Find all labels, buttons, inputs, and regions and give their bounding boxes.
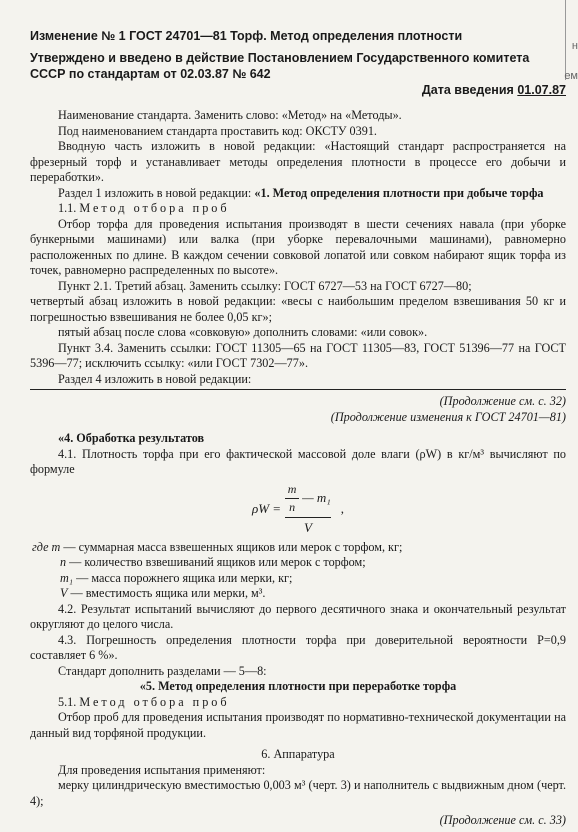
symbol-legend [30, 540, 566, 602]
formula-numerator [285, 482, 331, 515]
paragraph-14: 4.3. Погрешность определения плотности торфа при доверительной вероятности P=0,9 составляет 6 %». [30, 632, 566, 662]
legend-text: — вместимость ящика или мерки, м³. [70, 586, 266, 600]
formula-lhs: ρW = [251, 500, 282, 516]
edge-fragment-1: н [571, 40, 578, 52]
paragraph-1: Наименование стандарта. Заменить слово: «Метод» на «Методы». [58, 108, 402, 122]
section-4-heading: «4. Обработка результатов [58, 431, 205, 445]
paragraph-18: Для проведения испытания применяют: [58, 762, 266, 777]
density-formula [30, 478, 566, 540]
paragraph-6: Отбор торфа для проведения испытания производят в шести сечениях навала (при уборке бункерными машинами) или валка (при уборке перевалочными машинами), равномерно расположенных по длине. В каждом сечении совковой лопатой или совком набирают ящик торфа из точек, равномерно распределенных по высоте». [30, 216, 566, 277]
formula-v: V [303, 519, 312, 535]
paragraph-11: Раздел 4 изложить в новой редакции: [58, 371, 252, 386]
section-5-heading: «5. Метод определения плотности при переработке торфа [139, 679, 457, 693]
subsection-5-1-num: 5.1. [58, 694, 77, 709]
document-page [30, 28, 566, 829]
effective-date [30, 82, 566, 98]
formula-main-bar [285, 517, 331, 518]
legend-text: — масса порожнего ящика или мерки, кг; [76, 570, 293, 585]
paragraph-4 [30, 186, 566, 202]
legend-symbol: V [60, 586, 68, 600]
paragraph-3: Вводную часть изложить в новой редакции: «Настоящий стандарт распространяется на фрезерный торф и устанавливает методы определения плотности в процессе его добычи и переработки». [30, 139, 566, 184]
legend-item [30, 586, 566, 602]
divider [30, 389, 566, 390]
continuation-note-3: (Продолжение см. с. 33) [439, 813, 566, 827]
formula-fraction [285, 482, 331, 536]
subsection-5-1 [30, 695, 566, 711]
section-6-heading: 6. Аппаратура [261, 747, 335, 761]
formula-n: n [289, 499, 296, 514]
continuation-note-2: (Продолжение изменения к ГОСТ 24701—81) [330, 409, 566, 424]
legend-item [30, 540, 566, 556]
subsection-1-1-title: Метод отбора проб [79, 201, 230, 215]
formula-inner-bar [285, 498, 299, 499]
edge-fragment-2: ем [564, 70, 578, 82]
paragraph-19: мерку цилиндрическую вместимостью 0,003 м³ (черт. 3) и наполнитель с выдвижным дном (черт. 4); [30, 778, 566, 808]
formula-m: m [287, 481, 297, 496]
paragraph-8: четвертый абзац изложить в новой редакции: «весы с наибольшим пределом взвешивания 50 кг и погрешностью взвешивания не более 0,05 кг»; [30, 294, 566, 324]
legend-symbol: n [60, 555, 67, 569]
subsection-1-1-num: 1.1. [58, 201, 77, 215]
paragraph-2: Под наименованием стандарта проставить код: ОКСТУ 0391. [58, 123, 377, 138]
paragraph-9: пятый абзац после слова «совковую» дополнить словами: «или совок». [58, 325, 428, 339]
legend-item [30, 571, 566, 587]
paragraph-15: Стандарт дополнить разделами — 5—8: [58, 663, 267, 678]
paragraph-4-lead: Раздел 1 изложить в новой редакции: [58, 185, 252, 200]
legend-text: — количество взвешиваний ящиков или мерок с торфом; [69, 555, 366, 569]
approval-line: Утверждено и введено в действие Постановлением Государственного комитета СССР по стандартам от 02.03.87 № 642 [30, 51, 530, 81]
subsection-5-1-title: Метод отбора проб [79, 694, 230, 709]
legend-text: — суммарная масса взвешенных ящиков или мерок с торфом, кг; [63, 539, 403, 554]
paragraph-7: Пункт 2.1. Третий абзац. Заменить ссылку: ГОСТ 6727—53 на ГОСТ 6727—80; [58, 278, 472, 293]
paragraph-13: 4.2. Результат испытаний вычисляют до первого десятичного знака и окончательный результат округляют до целого числа. [30, 601, 566, 631]
date-value: 01.07.87 [517, 83, 566, 97]
section-1-heading: «1. Метод определения плотности при добыче торфа [254, 185, 544, 200]
formula-minus-m1: — m₁ [302, 490, 331, 505]
paragraph-17: Отбор проб для проведения испытания производят по нормативно-технической документации на данный вид торфяной продукции. [30, 710, 566, 740]
legend-symbol: m₁ [60, 570, 74, 585]
formula-inner-fraction [285, 482, 299, 515]
paragraph-12: 4.1. Плотность торфа при его фактической массовой доле влаги (ρW) в кг/м³ вычисляют по формуле [30, 446, 566, 476]
formula-comma: , [340, 500, 345, 516]
paragraph-10: Пункт 3.4. Заменить ссылки: ГОСТ 11305—65 на ГОСТ 11305—83, ГОСТ 51396—77 на ГОСТ 5396—77; исключить ссылку: «или ГОСТ 7302—77». [30, 340, 566, 370]
legend-symbol: где m [32, 539, 61, 554]
amendment-title: Изменение № 1 ГОСТ 24701—81 Торф. Метод определения плотности [30, 29, 463, 43]
subsection-1-1 [30, 201, 566, 217]
continuation-note-1: (Продолжение см. с. 32) [439, 394, 566, 408]
date-label: Дата введения [421, 83, 514, 97]
legend-item [30, 555, 566, 571]
